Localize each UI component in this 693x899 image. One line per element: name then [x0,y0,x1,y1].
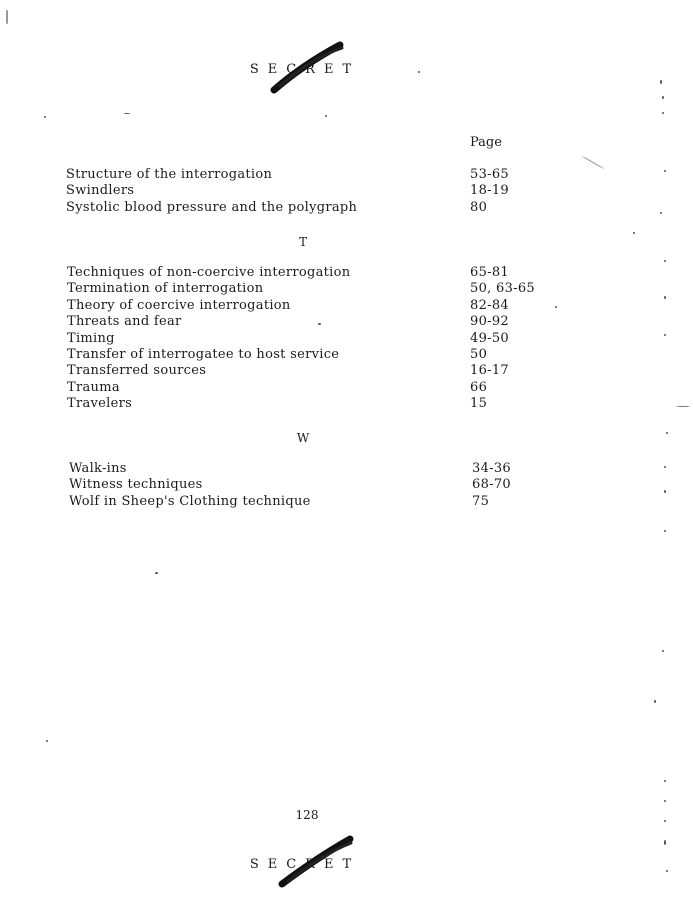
entry-term: Travelers [67,396,133,412]
scan-speck [662,96,664,99]
scan-speck [418,71,420,73]
entry-term: Termination of interrogation [67,281,264,297]
index-entry [0,477,693,493]
redaction-mark-bottom [276,834,356,890]
entry-pages: 75 [472,493,490,509]
scan-speck [664,296,666,299]
scan-speck [555,306,557,308]
scan-speck [676,406,690,407]
scan-speck [662,112,664,114]
scan-speck [664,490,666,493]
scan-speck [124,113,130,114]
scan-speck [660,80,662,84]
section-letter-t: T [298,235,307,249]
redaction-mark-top [268,40,348,96]
entry-pages: 53-65 [470,167,509,182]
entry-term: Walk-ins [69,461,127,476]
entry-pages: 50, 63-65 [470,281,535,297]
index-entry [0,494,693,510]
entry-pages: 18-19 [470,183,509,199]
index-section-t [0,265,693,413]
entry-pages: 16-17 [470,363,509,379]
scan-speck [660,212,662,214]
scan-speck [666,432,668,434]
scan-speck [325,115,327,117]
scan-speck [664,780,666,782]
entry-term: Systolic blood pressure and the polygraph [66,199,358,215]
scan-speck [654,700,656,703]
index-entry [0,183,693,199]
index-entry [0,347,693,363]
scan-speck [664,334,666,336]
scan-speck [664,530,666,532]
entry-term: Transferred sources [67,363,207,379]
entry-pages: 34-36 [472,461,511,476]
scan-speck [662,650,664,652]
scan-speck [318,323,321,325]
entry-pages: 15 [470,396,488,412]
index-entry [0,396,693,412]
scan-speck [664,800,666,802]
entry-pages: 49-50 [470,330,509,346]
scan-speck [664,840,666,845]
index-entry [0,380,693,396]
index-entry [0,331,693,347]
entry-pages: 82-84 [470,297,509,313]
scan-speck [44,116,46,118]
entry-term: Swindlers [66,183,135,199]
index-entry [0,461,693,477]
section-letter-w: W [296,431,310,445]
scan-speck [46,740,48,742]
entry-pages: 68-70 [472,477,511,493]
entry-pages: 90-92 [470,314,509,330]
entry-term: Threats and fear [67,314,182,330]
entry-pages: 66 [470,379,488,395]
page-column-heading: Page [470,135,502,150]
scan-speck [664,820,666,822]
entry-term: Timing [67,330,115,346]
entry-pages: 80 [470,199,488,215]
entry-term: Structure of the interrogation [66,167,273,182]
index-entry [0,363,693,379]
scan-speck [6,10,8,24]
index-entry [0,298,693,314]
entry-pages: 65-81 [470,265,509,280]
scan-speck [664,170,666,172]
scan-speck [666,870,668,872]
index-entry [0,281,693,297]
footer-classification: SECRET [249,857,361,872]
index-entry [0,314,693,330]
entry-term: Witness techniques [69,477,203,493]
entry-term: Techniques of non-coercive interrogation [67,265,351,280]
entry-term: Wolf in Sheep's Clothing technique [69,493,311,509]
entry-pages: 50 [470,346,488,362]
entry-term: Theory of coercive interrogation [67,297,291,313]
index-section-w [0,461,693,510]
index-entry [0,200,693,216]
header-classification: SECRET [249,62,361,77]
scan-speck [633,232,635,234]
index-entry [0,167,693,183]
scan-speck [155,572,158,574]
entry-term: Trauma [67,379,120,395]
scan-speck [664,260,666,262]
scan-speck [664,466,666,468]
entry-term: Transfer of interrogatee to host service [67,346,340,362]
index-entry [0,265,693,281]
index-section-s [0,167,693,216]
page-number: 128 [295,808,319,822]
